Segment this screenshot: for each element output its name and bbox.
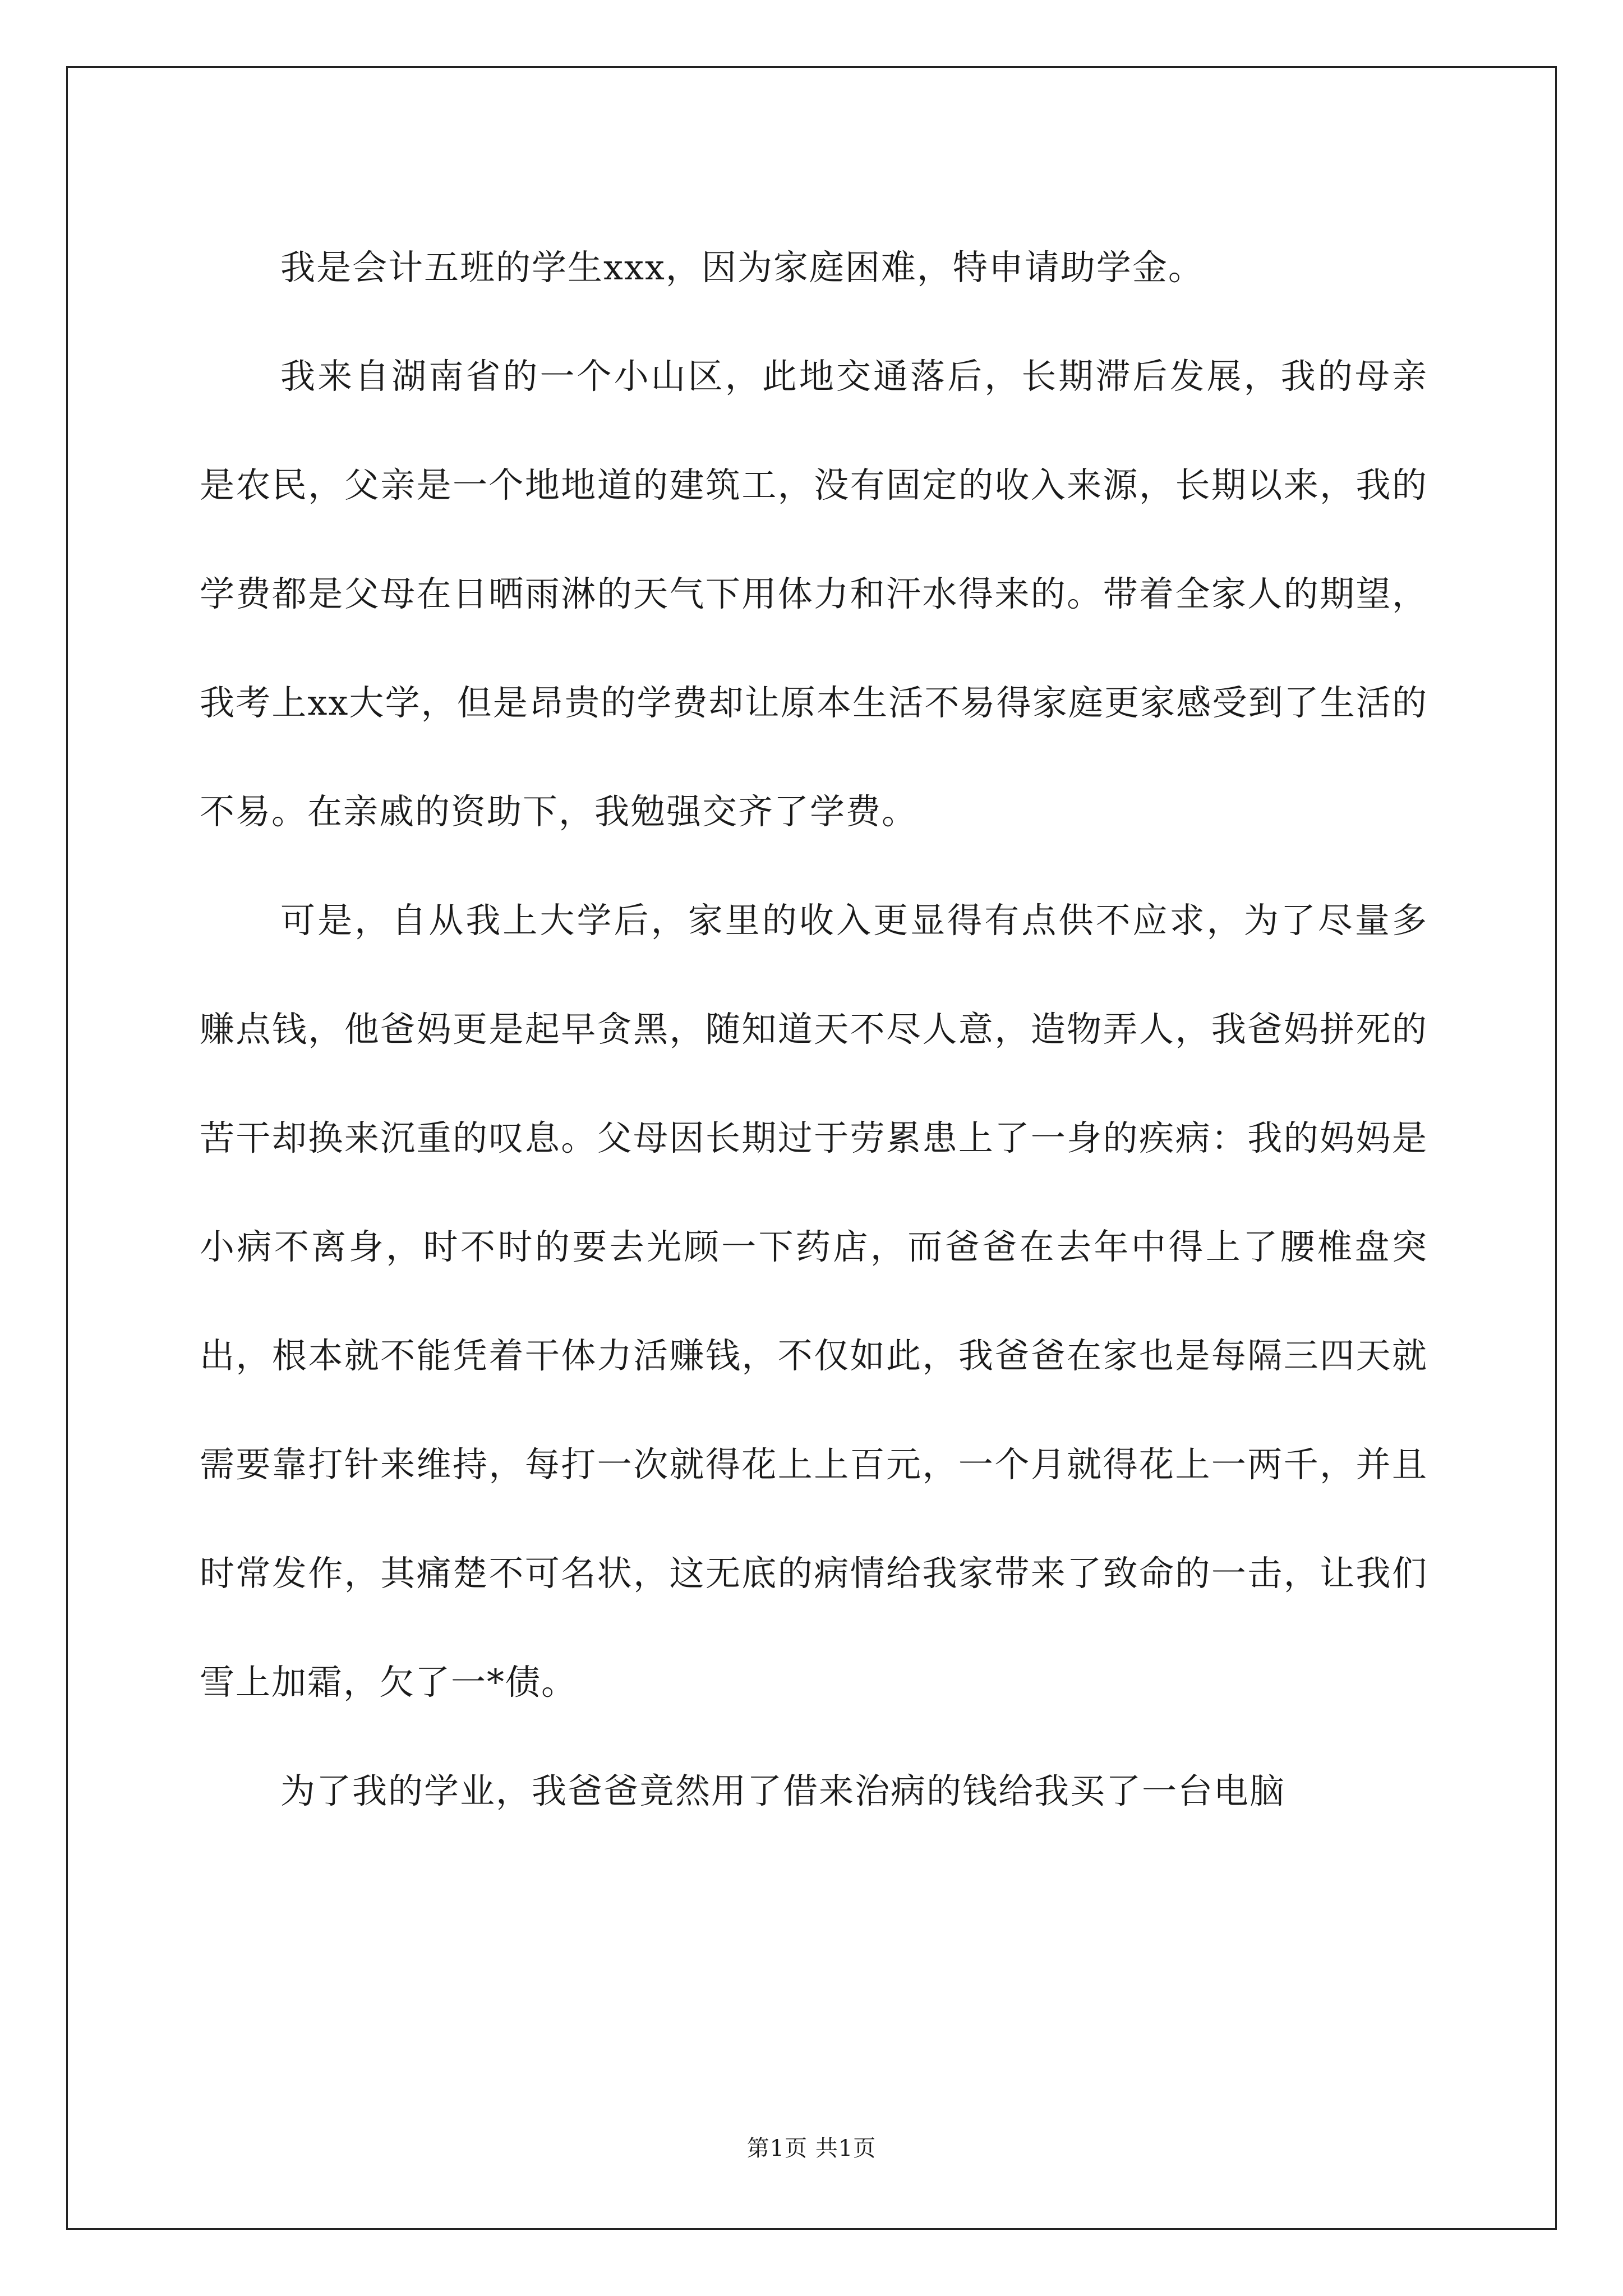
paragraph-4: 为了我的学业，我爸爸竟然用了借来治病的钱给我买了一台电脑 <box>280 1770 1286 1811</box>
page-footer: 第1页 共1页 <box>746 2136 877 2161</box>
paragraph-3: 可是，自从我上大学后，家里的收入更显得有点供不应求，为了尽量多赚点钱，他爸妈更是起早贪黑，随知道天不尽人意，造物弄人，我爸妈拼死的苦干却换来沉重的叹息。父母因长期过于劳累患上了一身的疾病：我的妈妈是小病不离身，时不时的要去光顾一下药店，而爸爸在去年中得上了腰椎盘突出，根本就不能凭着干体力活赚钱，不仅如此，我爸爸在家也是每隔三四天就需要靠打针来维持，每打一次就得花上上百元，一个月就得花上一两千，并且时常发作，其痛楚不可名状，这无底的病情给我家带来了致命的一击，让我们雪上加霜，欠了一*债。 <box>200 900 1428 1703</box>
paragraph-2: 我来自湖南省的一个小山区，此地交通落后，长期滞后发展，我的母亲是农民，父亲是一个地地道的建筑工，没有固定的收入来源，长期以来，我的学费都是父母在日晒雨淋的天气下用体力和汗水得来的。带着全家人的期望，我考上xx大学，但是昂贵的学费却让原本生活不易得家庭更家感受到了生活的不易。在亲戚的资助下，我勉强交齐了学费。 <box>200 356 1428 832</box>
paragraph-1: 我是会计五班的学生xxx，因为家庭困难，特申请助学金。 <box>280 247 1204 288</box>
document-body <box>200 213 1428 1846</box>
